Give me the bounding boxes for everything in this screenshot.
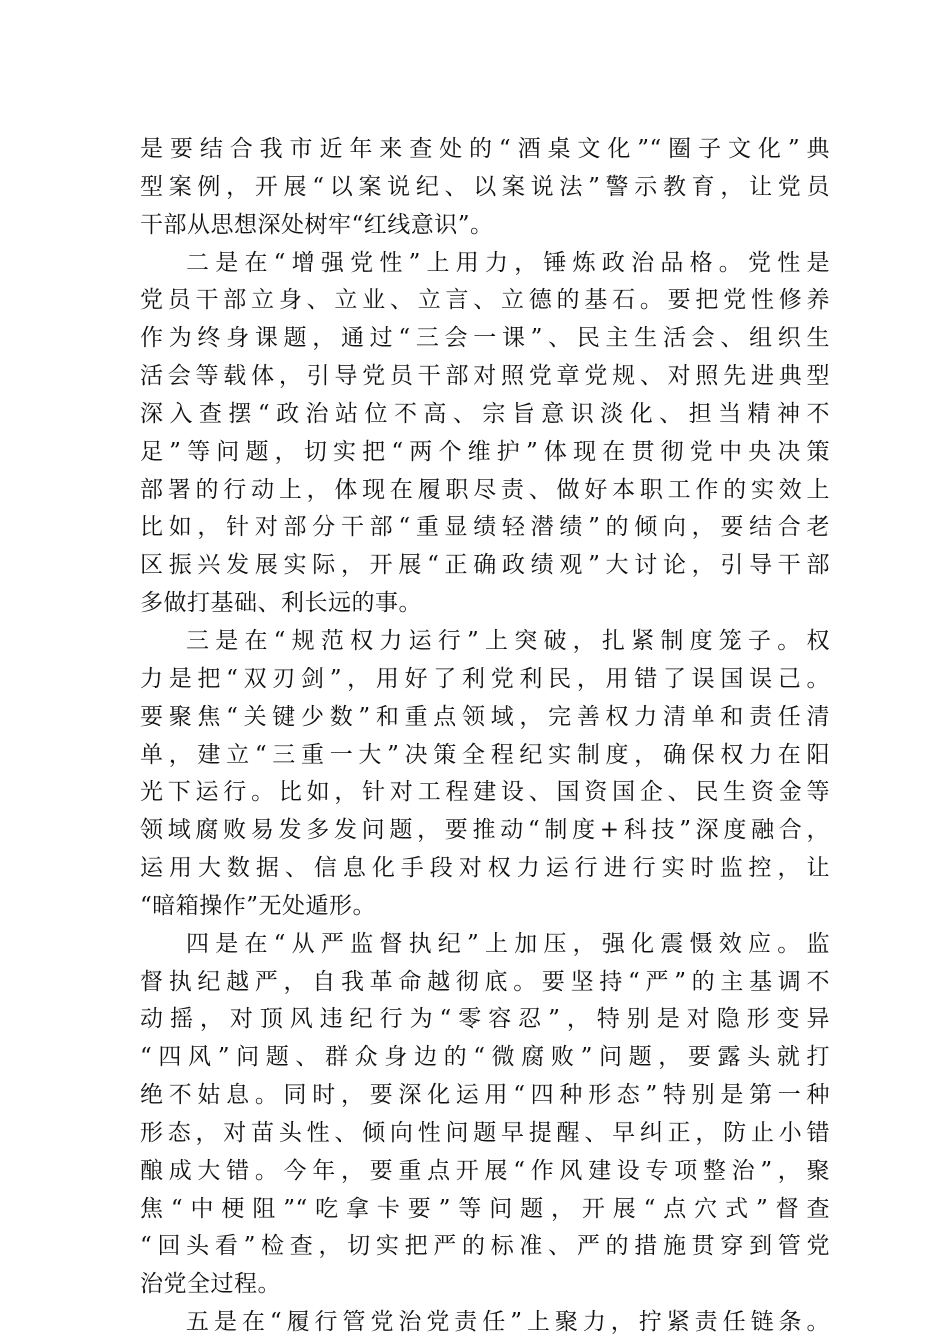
text-line: “四风”问题、群众身边的“微腐败”问题，要露头就打 — [140, 1044, 830, 1071]
text-line: 要聚焦“关键少数”和重点领域，完善权力清单和责任清 — [140, 703, 830, 730]
document-body — [140, 131, 830, 1342]
text-line: 治党全过程。 — [140, 1271, 281, 1298]
text-line: 深入查摆“政治站位不高、宗旨意识淡化、担当精神不 — [140, 400, 830, 427]
text-line: 多做打基础、利长远的事。 — [140, 590, 422, 617]
paragraph-start-line: 五是在“履行管党治党责任”上聚力，拧紧责任链条。 — [186, 1309, 830, 1336]
text-line: 作为终身课题，通过“三会一课”、民主生活会、组织生 — [140, 325, 830, 352]
text-line: 单，建立“三重一大”决策全程纪实制度，确保权力在阳 — [140, 741, 830, 768]
text-line: 是要结合我市近年来查处的“酒桌文化”“圈子文化”典 — [140, 136, 830, 162]
text-line: 党员干部立身、立业、立言、立德的基石。要把党性修养 — [140, 287, 830, 314]
text-line: 足”等问题，切实把“两个维护”体现在贯彻党中央决策 — [140, 438, 830, 465]
text-line: 部署的行动上，体现在履职尽责、做好本职工作的实效上 — [140, 476, 830, 503]
text-line: 光下运行。比如，针对工程建设、国资国企、民生资金等 — [140, 779, 830, 806]
text-line: 酿成大错。今年，要重点开展“作风建设专项整治”，聚 — [140, 1157, 830, 1184]
text-line: 督执纪越严，自我革命越彻底。要坚持“严”的主基调不 — [140, 968, 830, 995]
text-line: 型案例，开展“以案说纪、以案说法”警示教育，让党员 — [140, 173, 830, 200]
text-line: “暗箱操作”无处遁形。 — [140, 892, 377, 919]
text-line: 力是把“双刃剑”，用好了利党利民，用错了误国误己。 — [140, 665, 830, 692]
paragraph-start-line: 二是在“增强党性”上用力，锤炼政治品格。党性是 — [186, 249, 830, 276]
text-line: 形态，对苗头性、倾向性问题早提醒、早纠正，防止小错 — [140, 1119, 830, 1146]
text-line: “回头看”检查，切实把严的标准、严的措施贯穿到管党 — [140, 1233, 830, 1260]
text-line: 领域腐败易发多发问题，要推动“制度+科技”深度融合， — [140, 817, 830, 844]
paragraph-start-line: 三是在“规范权力运行”上突破，扎紧制度笼子。权 — [186, 627, 830, 654]
text-line: 干部从思想深处树牢“红线意识”。 — [140, 211, 494, 238]
text-line: 绝不姑息。同时，要深化运用“四种形态”特别是第一种 — [140, 1082, 830, 1109]
text-line: 比如，针对部分干部“重显绩轻潜绩”的倾向，要结合老 — [140, 514, 830, 541]
paragraph-start-line: 四是在“从严监督执纪”上加压，强化震慑效应。监 — [186, 930, 830, 957]
text-line: 动摇，对顶风违纪行为“零容忍”，特别是对隐形变异 — [140, 1006, 830, 1033]
text-line: 活会等载体，引导党员干部对照党章党规、对照先进典型 — [140, 363, 830, 390]
text-line: 焦“中梗阻”“吃拿卡要”等问题，开展“点穴式”督查 — [140, 1195, 830, 1222]
text-line: 区振兴发展实际，开展“正确政绩观”大讨论，引导干部 — [140, 552, 830, 579]
text-line: 运用大数据、信息化手段对权力运行进行实时监控，让 — [140, 855, 830, 882]
